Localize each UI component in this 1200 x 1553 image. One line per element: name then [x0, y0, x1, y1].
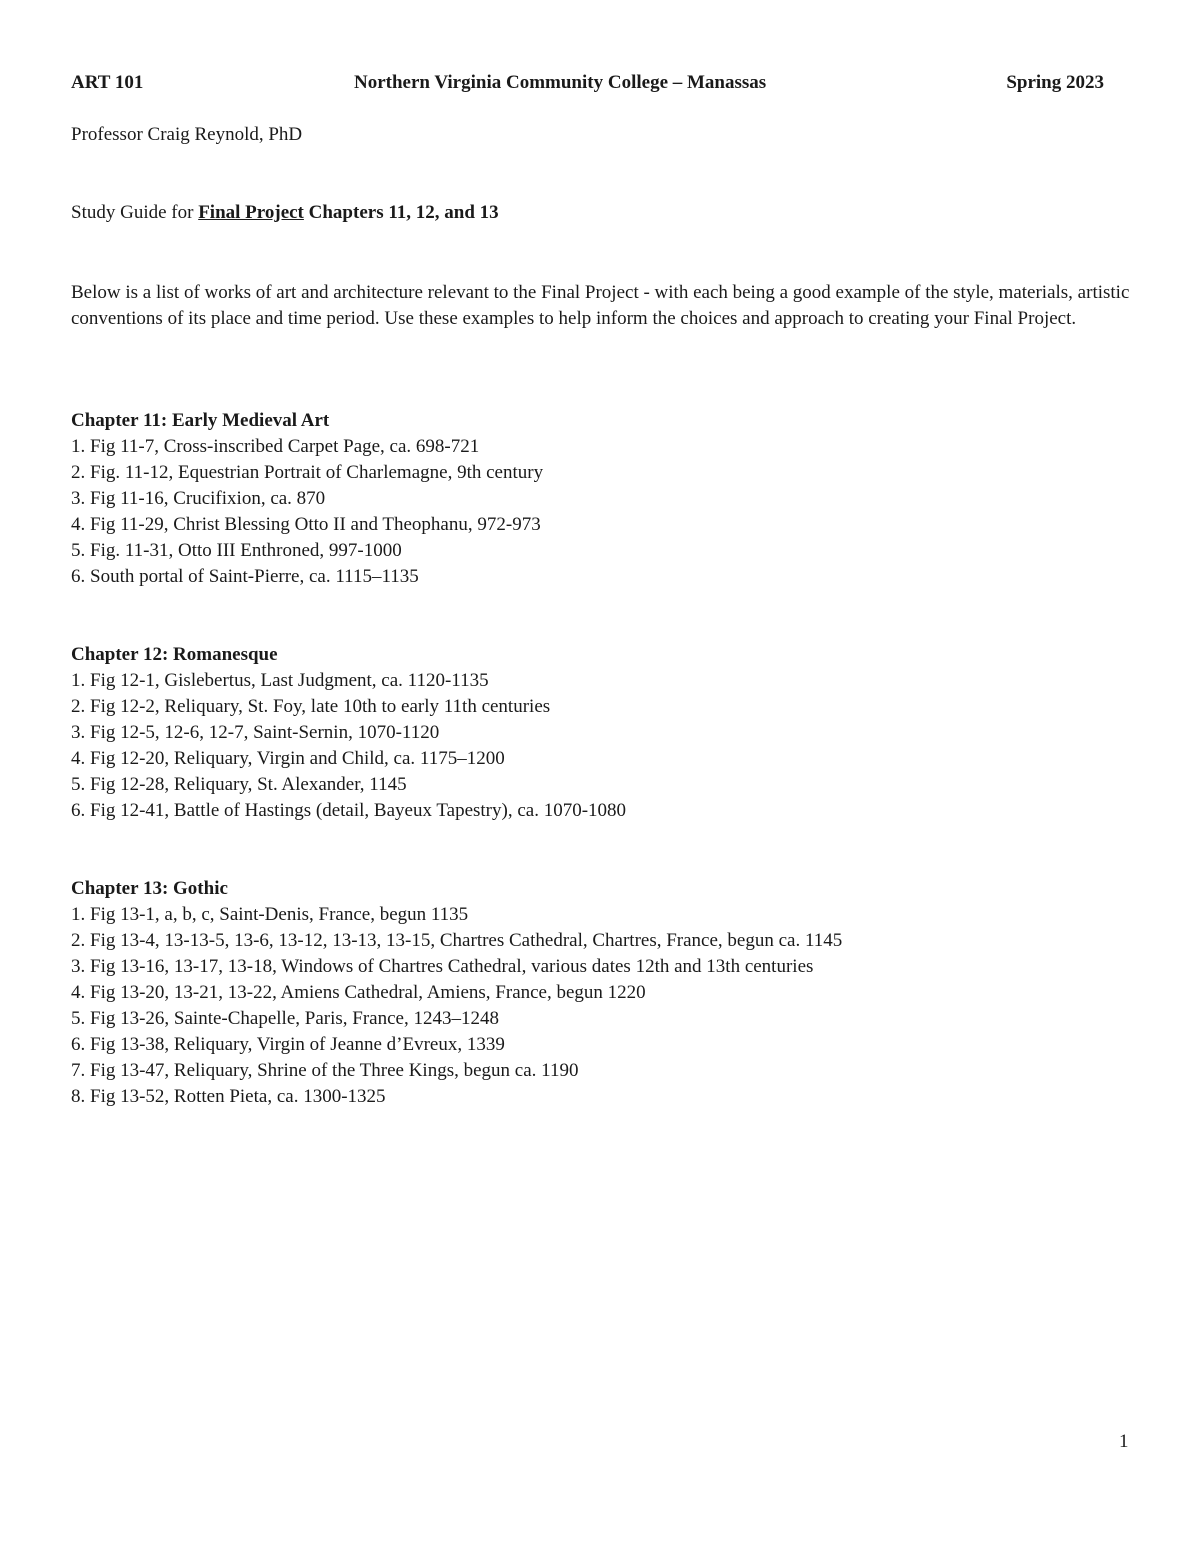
- chapter-12-section: [71, 642, 1131, 824]
- list-item: 4. Fig 11-29, Christ Blessing Otto II and Theophanu, 972-973: [71, 514, 541, 535]
- list-item: 4. Fig 12-20, Reliquary, Virgin and Child, ca. 1175–1200: [71, 748, 505, 769]
- term: Spring 2023: [1006, 72, 1104, 93]
- list-item: 7. Fig 13-47, Reliquary, Shrine of the Three Kings, begun ca. 1190: [71, 1060, 579, 1081]
- chapter-11-section: [71, 408, 1131, 590]
- list-item: 5. Fig. 11-31, Otto III Enthroned, 997-1000: [71, 540, 402, 561]
- list-item: 1. Fig 11-7, Cross-inscribed Carpet Page, ca. 698-721: [71, 436, 480, 457]
- artwork-list: [71, 668, 1131, 824]
- list-item: 3. Fig 11-16, Crucifixion, ca. 870: [71, 488, 326, 509]
- list-item: 6. South portal of Saint-Pierre, ca. 1115–1135: [71, 566, 419, 587]
- professor-name: Professor Craig Reynold, PhD: [71, 124, 303, 145]
- list-item: 3. Fig 13-16, 13-17, 13-18, Windows of Chartres Cathedral, various dates 12th and 13th centuries: [71, 956, 814, 977]
- chapter-heading: Chapter 11: Early Medieval Art: [71, 410, 330, 431]
- list-item: 2. Fig 12-2, Reliquary, St. Foy, late 10th to early 11th centuries: [71, 696, 551, 717]
- list-item: 5. Fig 12-28, Reliquary, St. Alexander, 1145: [71, 774, 407, 795]
- study-guide-prefix: Study Guide for: [71, 202, 199, 223]
- list-item: 2. Fig. 11-12, Equestrian Portrait of Charlemagne, 9th century: [71, 462, 544, 483]
- list-item: 5. Fig 13-26, Sainte-Chapelle, Paris, France, 1243–1248: [71, 1008, 499, 1029]
- final-project-label: Final Project: [198, 202, 304, 223]
- list-item: 1. Fig 13-1, a, b, c, Saint-Denis, France, begun 1135: [71, 904, 469, 925]
- page-header: [71, 72, 1104, 98]
- college-name: Northern Virginia Community College – Manassas: [354, 72, 767, 93]
- list-item: 2. Fig 13-4, 13-13-5, 13-6, 13-12, 13-13, 13-15, Chartres Cathedral, Chartres, France, begun ca. 1145: [71, 930, 843, 951]
- chapter-heading: Chapter 12: Romanesque: [71, 644, 278, 665]
- list-item: 6. Fig 12-41, Battle of Hastings (detail, Bayeux Tapestry), ca. 1070-1080: [71, 800, 627, 821]
- list-item: 8. Fig 13-52, Rotten Pieta, ca. 1300-1325: [71, 1086, 386, 1107]
- course-code: ART 101: [71, 72, 144, 93]
- chapter-heading: Chapter 13: Gothic: [71, 878, 228, 899]
- list-item: 1. Fig 12-1, Gislebertus, Last Judgment, ca. 1120-1135: [71, 670, 489, 691]
- intro-paragraph: Below is a list of works of art and architecture relevant to the Final Project - with each being a good example of the style, materials, artistic conventions of its place and time period. Use these examples to help inform the choices and approach to creating your Final Project.: [71, 282, 1130, 329]
- list-item: 4. Fig 13-20, 13-21, 13-22, Amiens Cathedral, Amiens, France, begun 1220: [71, 982, 646, 1003]
- list-item: 3. Fig 12-5, 12-6, 12-7, Saint-Sernin, 1070-1120: [71, 722, 440, 743]
- page-number: 1: [1119, 1431, 1129, 1452]
- chapter-13-section: [71, 876, 1131, 1110]
- list-item: 6. Fig 13-38, Reliquary, Virgin of Jeanne d’Evreux, 1339: [71, 1034, 505, 1055]
- chapters-label: Chapters 11, 12, and 13: [303, 202, 499, 223]
- artwork-list: [71, 434, 1131, 590]
- artwork-list: [71, 902, 1131, 1110]
- study-guide-title: [71, 202, 499, 224]
